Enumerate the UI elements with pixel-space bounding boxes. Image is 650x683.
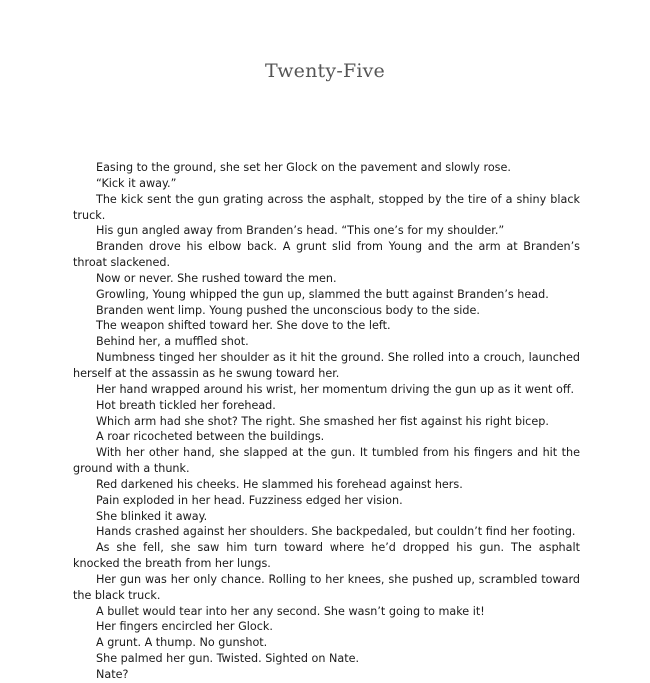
paragraph: Branden went limp. Young pushed the unconscious body to the side. <box>96 303 480 317</box>
paragraph: She palmed her gun. Twisted. Sighted on Nate. <box>96 652 360 666</box>
paragraph: Numbness tinged her shoulder as it hit the ground. She rolled into a crouch, launched herself at the assassin as he swung toward her. <box>73 351 580 380</box>
paragraph: The weapon shifted toward her. She dove to the left. <box>96 319 391 333</box>
paragraph: A bullet would tear into her any second. She wasn’t going to make it! <box>96 604 485 618</box>
paragraph: Growling, Young whipped the gun up, slammed the butt against Branden’s head. <box>96 287 549 301</box>
paragraph: Her gun was her only chance. Rolling to her knees, she pushed up, scrambled toward the black truck. <box>73 572 580 602</box>
paragraph: Branden drove his elbow back. A grunt slid from Young and the arm at Branden’s throat slackened. <box>73 240 580 270</box>
paragraph: Which arm had she shot? The right. She smashed her fist against his right bicep. <box>96 414 549 428</box>
paragraph: As she fell, she saw him turn toward where he’d dropped his gun. The asphalt knocked the breath from her lungs. <box>73 541 580 571</box>
chapter-body <box>73 160 580 683</box>
chapter-title: Twenty-Five <box>265 60 385 82</box>
paragraph: With her other hand, she slapped at the gun. It tumbled from his fingers and hit the ground with a thunk. <box>73 446 580 476</box>
paragraph: Red darkened his cheeks. He slammed his forehead against hers. <box>96 477 463 491</box>
paragraph: Hands crashed against her shoulders. She backpedaled, but couldn’t find her footing. <box>96 525 576 539</box>
paragraph: A grunt. A thump. No gunshot. <box>96 636 268 650</box>
paragraph: Pain exploded in her head. Fuzziness edged her vision. <box>96 493 403 507</box>
paragraph: Now or never. She rushed toward the men. <box>96 271 337 285</box>
paragraph: Behind her, a muffled shot. <box>96 335 249 349</box>
paragraph: A roar ricocheted between the buildings. <box>96 430 325 444</box>
paragraph: The kick sent the gun grating across the asphalt, stopped by the tire of a shiny black truck. <box>73 192 580 222</box>
paragraph: She blinked it away. <box>96 509 208 523</box>
paragraph: Hot breath tickled her forehead. <box>96 398 276 412</box>
paragraph: Easing to the ground, she set her Glock on the pavement and slowly rose. <box>96 161 511 174</box>
paragraph: His gun angled away from Branden’s head. “This one’s for my shoulder.” <box>96 224 505 238</box>
paragraph: Her hand wrapped around his wrist, her momentum driving the gun up as it went off. <box>96 382 575 396</box>
paragraph: Nate? <box>96 668 129 681</box>
paragraph: “Kick it away.” <box>96 176 177 190</box>
paragraph: Her fingers encircled her Glock. <box>96 620 273 634</box>
